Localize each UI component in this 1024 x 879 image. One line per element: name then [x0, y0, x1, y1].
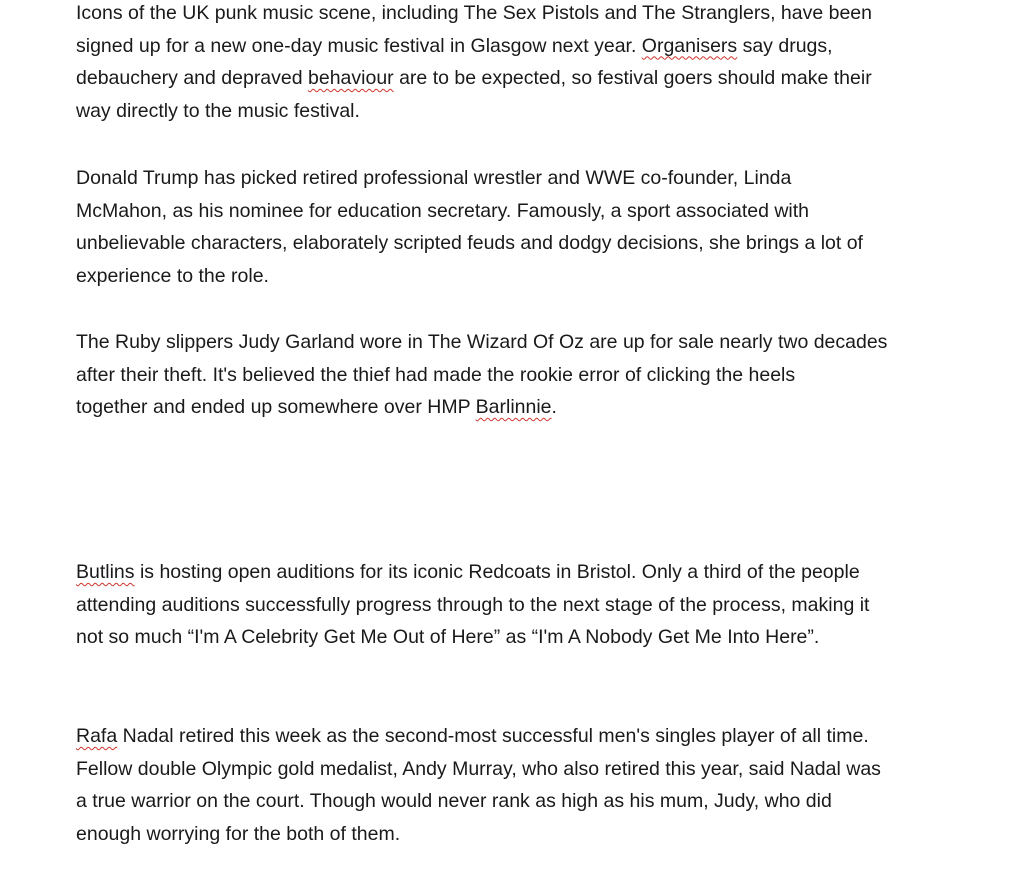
text-line [76, 589, 869, 622]
text-run: McMahon, as his nominee for education secretary. Famously, a sport associated with [76, 199, 810, 222]
text-run: experience to the role. [76, 264, 269, 287]
text-run: way directly to the music festival. [76, 99, 360, 122]
text-line [76, 556, 869, 589]
paragraph-trump-mcmahon [76, 162, 863, 292]
text-run: not so much “I'm A Celebrity Get Me Out of Here” as “I'm A Nobody Get Me Into Here”. [76, 626, 820, 649]
misspelled-word: behaviour [308, 67, 394, 90]
misspelled-word: Rafa [76, 725, 118, 747]
text-line [76, 95, 872, 128]
text-run: . [551, 396, 557, 419]
text-line [76, 260, 863, 293]
text-line [76, 720, 881, 753]
text-line [76, 785, 881, 818]
text-line [76, 162, 863, 195]
text-run: are to be expected, so festival goers should make their [393, 67, 872, 90]
text-line [76, 0, 872, 30]
text-run: a true warrior on the court. Though would never rank as high as his mum, Judy, who did [76, 790, 832, 813]
text-run: Icons of the UK punk music scene, including The Sex Pistols and The Stranglers, have been [76, 2, 872, 24]
text-run: Donald Trump has picked retired professional wrestler and WWE co-founder, Linda [76, 167, 792, 189]
text-run: together and ended up somewhere over HMP [76, 396, 476, 419]
paragraph-punk-festival [76, 0, 872, 127]
text-line [76, 391, 887, 424]
text-run: say drugs, [737, 34, 833, 57]
text-line [76, 621, 869, 654]
text-line [76, 227, 863, 260]
text-line [76, 30, 872, 63]
text-line [76, 753, 881, 786]
misspelled-word: Organisers [641, 34, 738, 57]
misspelled-word: Barlinnie [475, 396, 552, 419]
text-line [76, 195, 863, 228]
text-run: The Ruby slippers Judy Garland wore in The Wizard Of Oz are up for sale nearly two decades [76, 331, 888, 353]
text-run: enough worrying for the both of them. [76, 822, 401, 845]
text-line [76, 818, 881, 851]
text-run: after their theft. It's believed the thief had made the rookie error of clicking the heels [76, 363, 796, 386]
text-line [76, 62, 872, 95]
text-line [76, 326, 887, 359]
text-run: signed up for a new one-day music festival in Glasgow next year. [76, 34, 642, 57]
paragraph-ruby-slippers [76, 326, 887, 424]
text-line [76, 359, 887, 392]
text-run: is hosting open auditions for its iconic Redcoats in Bristol. Only a third of the people [134, 561, 860, 583]
text-run: debauchery and depraved [76, 67, 309, 90]
text-run: Nadal retired this week as the second-most successful men's singles player of all time. [117, 725, 869, 747]
text-run: attending auditions successfully progress through to the next stage of the process, making it [76, 593, 870, 616]
paragraph-rafa-nadal [76, 720, 881, 850]
text-run: Fellow double Olympic gold medalist, Andy Murray, who also retired this year, said Nadal was [76, 757, 881, 780]
paragraph-butlins-redcoats [76, 556, 869, 654]
misspelled-word: Butlins [76, 561, 135, 583]
text-run: unbelievable characters, elaborately scripted feuds and dodgy decisions, she brings a lot of [76, 232, 863, 255]
